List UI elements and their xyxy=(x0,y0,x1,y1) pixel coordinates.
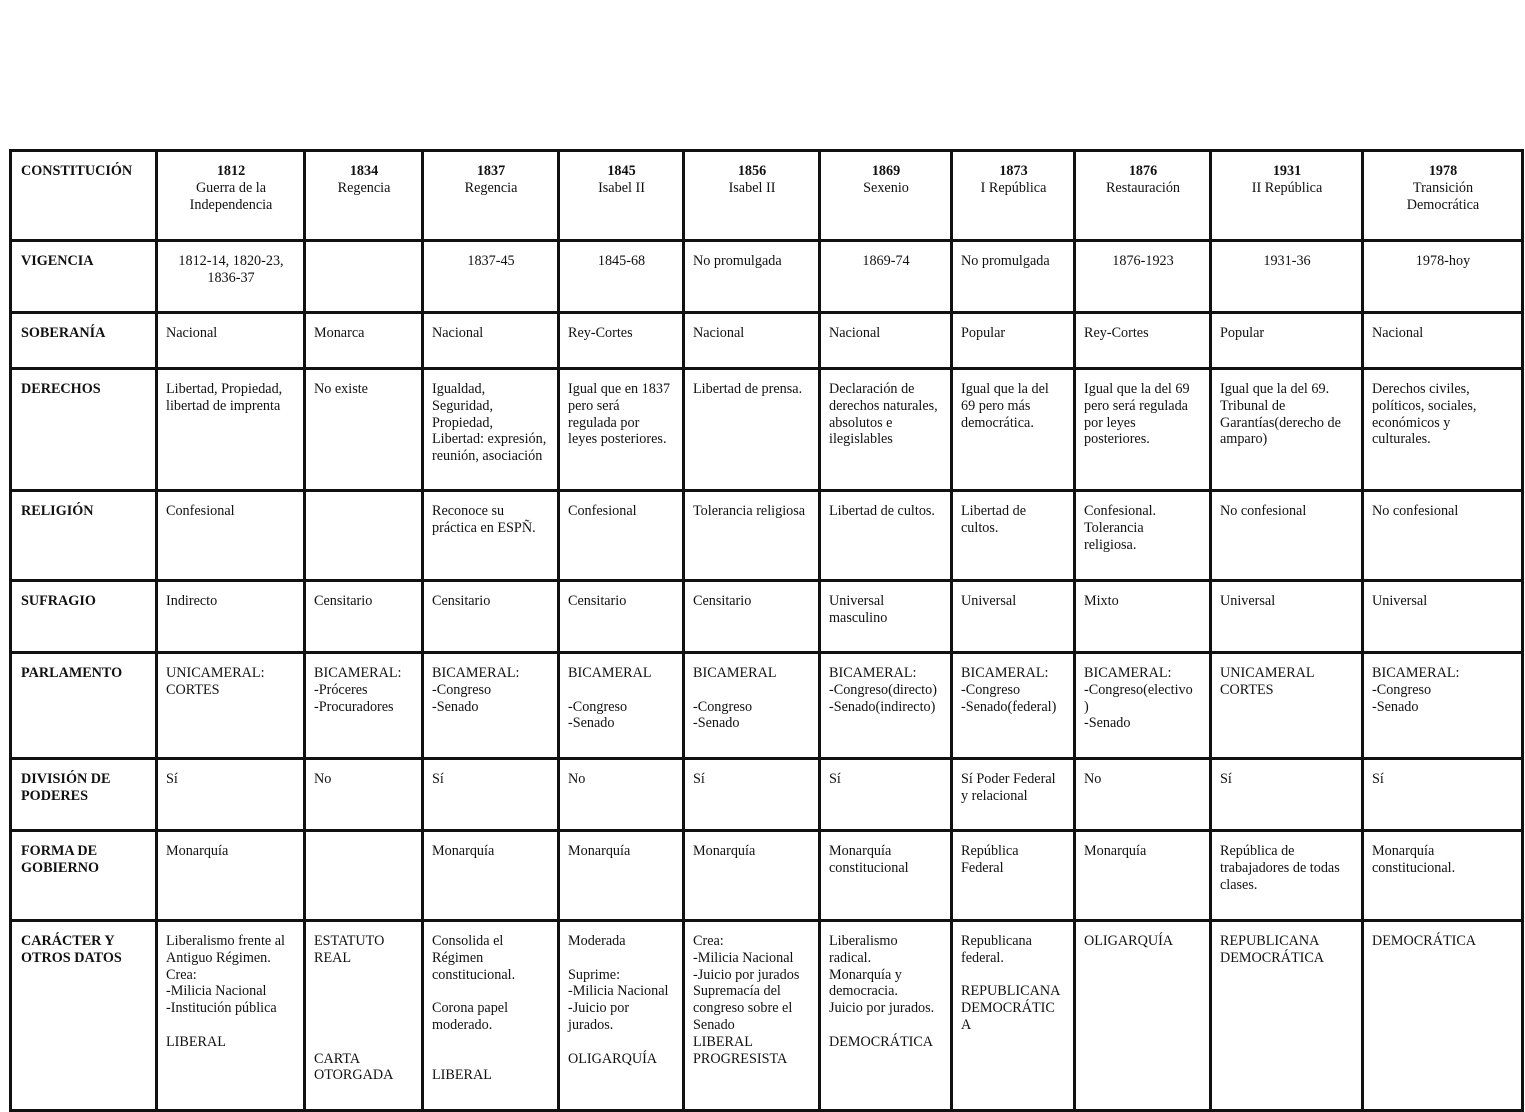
cell-caracter-1931: REPUBLICANA DEMOCRÁTICA xyxy=(1211,921,1363,1111)
cell-derechos-1931: Igual que la del 69. Tribunal de Garantías(derecho de amparo) xyxy=(1211,369,1363,491)
cell-forma-1837: Monarquía xyxy=(423,831,559,921)
cell-religion-1978: No confesional xyxy=(1363,491,1523,581)
row-division-de-poderes xyxy=(11,759,1523,831)
header-cell-1845 xyxy=(559,151,684,241)
year-label: 1931 xyxy=(1272,163,1302,179)
row-label-division-de-poderes: DIVISIÓN DE PODERES xyxy=(11,759,157,831)
cell-forma-1931: República de trabajadores de todas clases. xyxy=(1211,831,1363,921)
row-label-forma-de-gobierno: FORMA DE GOBIERNO xyxy=(11,831,157,921)
header-cell-1978 xyxy=(1363,151,1523,241)
row-religion xyxy=(11,491,1523,581)
cell-derechos-1869: Declaración de derechos naturales, absolutos e ilegislables xyxy=(820,369,952,491)
period-label: II República xyxy=(1251,179,1323,196)
row-caracter-y-otros-datos xyxy=(11,921,1523,1111)
cell-vigencia-1834 xyxy=(305,241,423,313)
cell-derechos-1856: Libertad de prensa. xyxy=(684,369,820,491)
cell-division-1837: Sí xyxy=(423,759,559,831)
period-label: Isabel II xyxy=(728,179,776,196)
cell-vigencia-1837: 1837-45 xyxy=(423,241,559,313)
cell-sufragio-1834: Censitario xyxy=(305,581,423,653)
cell-soberania-1812: Nacional xyxy=(157,313,305,369)
cell-religion-1837: Reconoce su práctica en ESPÑ. xyxy=(423,491,559,581)
cell-vigencia-1978: 1978-hoy xyxy=(1363,241,1523,313)
row-derechos xyxy=(11,369,1523,491)
row-soberania xyxy=(11,313,1523,369)
cell-parlamento-1876: BICAMERAL: -Congreso(electivo ) -Senado xyxy=(1075,653,1211,759)
cell-parlamento-1873: BICAMERAL: -Congreso -Senado(federal) xyxy=(952,653,1075,759)
cell-sufragio-1856: Censitario xyxy=(684,581,820,653)
row-vigencia xyxy=(11,241,1523,313)
year-label: 1812 xyxy=(216,163,246,179)
header-cell-1837 xyxy=(423,151,559,241)
row-sufragio xyxy=(11,581,1523,653)
year-label: 1873 xyxy=(999,163,1028,179)
cell-parlamento-1931: UNICAMERAL CORTES xyxy=(1211,653,1363,759)
cell-caracter-1873: Republicana federal. REPUBLICANA DEMOCRÁTIC A xyxy=(952,921,1075,1111)
header-cell-1873 xyxy=(952,151,1075,241)
cell-forma-1812: Monarquía xyxy=(157,831,305,921)
cell-derechos-1837: Igualdad, Seguridad, Propiedad, Libertad: expresión, reunión, asociación xyxy=(423,369,559,491)
cell-sufragio-1873: Universal xyxy=(952,581,1075,653)
header-cell-1812 xyxy=(157,151,305,241)
cell-derechos-1812: Libertad, Propiedad, libertad de imprenta xyxy=(157,369,305,491)
period-label: Regencia xyxy=(337,179,391,196)
cell-soberania-1931: Popular xyxy=(1211,313,1363,369)
row-label-soberania: SOBERANÍA xyxy=(11,313,157,369)
header-row xyxy=(11,151,1523,241)
cell-vigencia-1812: 1812-14, 1820-23, 1836-37 xyxy=(157,241,305,313)
year-label: 1978 xyxy=(1428,163,1458,179)
cell-vigencia-1845: 1845-68 xyxy=(559,241,684,313)
cell-caracter-1834: ESTATUTO REAL CARTA OTORGADA xyxy=(305,921,423,1111)
row-label-caracter: CARÁCTER Y OTROS DATOS xyxy=(11,921,157,1111)
cell-vigencia-1876: 1876-1923 xyxy=(1075,241,1211,313)
cell-division-1812: Sí xyxy=(157,759,305,831)
cell-religion-1856: Tolerancia religiosa xyxy=(684,491,820,581)
cell-caracter-1812: Liberalismo frente al Antiguo Régimen. Crea: -Milicia Nacional -Institución pública LIBERAL xyxy=(157,921,305,1111)
cell-soberania-1834: Monarca xyxy=(305,313,423,369)
row-label-vigencia: VIGENCIA xyxy=(11,241,157,313)
cell-forma-1845: Monarquía xyxy=(559,831,684,921)
header-cell-1876 xyxy=(1075,151,1211,241)
cell-forma-1869: Monarquía constitucional xyxy=(820,831,952,921)
cell-sufragio-1845: Censitario xyxy=(559,581,684,653)
cell-caracter-1978: DEMOCRÁTICA xyxy=(1363,921,1523,1111)
cell-derechos-1834: No existe xyxy=(305,369,423,491)
cell-sufragio-1876: Mixto xyxy=(1075,581,1211,653)
cell-forma-1873: República Federal xyxy=(952,831,1075,921)
cell-parlamento-1834: BICAMERAL: -Próceres -Procuradores xyxy=(305,653,423,759)
cell-soberania-1876: Rey-Cortes xyxy=(1075,313,1211,369)
cell-soberania-1978: Nacional xyxy=(1363,313,1523,369)
cell-caracter-1856: Crea: -Milicia Nacional -Juicio por jurados Supremacía del congreso sobre el Senado LIBERAL PROGRESISTA xyxy=(684,921,820,1111)
year-label: 1845 xyxy=(607,163,636,179)
cell-religion-1931: No confesional xyxy=(1211,491,1363,581)
cell-sufragio-1837: Censitario xyxy=(423,581,559,653)
row-forma-de-gobierno xyxy=(11,831,1523,921)
cell-parlamento-1856: BICAMERAL -Congreso -Senado xyxy=(684,653,820,759)
period-label: I República xyxy=(980,179,1047,196)
cell-forma-1876: Monarquía xyxy=(1075,831,1211,921)
header-cell-1869 xyxy=(820,151,952,241)
cell-derechos-1876: Igual que la del 69 pero será regulada por leyes posteriores. xyxy=(1075,369,1211,491)
cell-religion-1834 xyxy=(305,491,423,581)
row-parlamento xyxy=(11,653,1523,759)
cell-sufragio-1869: Universal masculino xyxy=(820,581,952,653)
cell-forma-1834 xyxy=(305,831,423,921)
period-label: Regencia xyxy=(464,179,518,196)
cell-division-1856: Sí xyxy=(684,759,820,831)
cell-derechos-1873: Igual que la del 69 pero más democrática. xyxy=(952,369,1075,491)
year-label: 1856 xyxy=(737,163,767,179)
header-label: CONSTITUCIÓN xyxy=(11,151,157,241)
header-cell-1931 xyxy=(1211,151,1363,241)
cell-vigencia-1931: 1931-36 xyxy=(1211,241,1363,313)
cell-caracter-1869: Liberalismo radical. Monarquía y democracia. Juicio por jurados. DEMOCRÁTICA xyxy=(820,921,952,1111)
cell-forma-1856: Monarquía xyxy=(684,831,820,921)
period-label: Sexenio xyxy=(863,179,909,196)
row-label-parlamento: PARLAMENTO xyxy=(11,653,157,759)
cell-derechos-1845: Igual que en 1837 pero será regulada por leyes posteriores. xyxy=(559,369,684,491)
period-label: Restauración xyxy=(1105,179,1181,196)
cell-soberania-1845: Rey-Cortes xyxy=(559,313,684,369)
cell-caracter-1837: Consolida el Régimen constitucional. Corona papel moderado. LIBERAL xyxy=(423,921,559,1111)
cell-parlamento-1812: UNICAMERAL: CORTES xyxy=(157,653,305,759)
cell-caracter-1876: OLIGARQUÍA xyxy=(1075,921,1211,1111)
cell-division-1873: Sí Poder Federal y relacional xyxy=(952,759,1075,831)
cell-parlamento-1845: BICAMERAL -Congreso -Senado xyxy=(559,653,684,759)
cell-division-1845: No xyxy=(559,759,684,831)
cell-division-1834: No xyxy=(305,759,423,831)
cell-vigencia-1869: 1869-74 xyxy=(820,241,952,313)
cell-caracter-1845: Moderada Suprime: -Milicia Nacional -Juicio por jurados. OLIGARQUÍA xyxy=(559,921,684,1111)
constitutions-table xyxy=(9,149,1524,1112)
cell-parlamento-1837: BICAMERAL: -Congreso -Senado xyxy=(423,653,559,759)
row-label-derechos: DERECHOS xyxy=(11,369,157,491)
cell-division-1876: No xyxy=(1075,759,1211,831)
period-label: Transición Democrática xyxy=(1406,179,1480,213)
cell-religion-1876: Confesional. Tolerancia religiosa. xyxy=(1075,491,1211,581)
cell-soberania-1873: Popular xyxy=(952,313,1075,369)
period-label: Guerra de la Independencia xyxy=(189,179,273,213)
cell-sufragio-1812: Indirecto xyxy=(157,581,305,653)
header-cell-1856 xyxy=(684,151,820,241)
cell-division-1869: Sí xyxy=(820,759,952,831)
year-label: 1837 xyxy=(476,163,506,179)
cell-religion-1812: Confesional xyxy=(157,491,305,581)
row-label-religion: RELIGIÓN xyxy=(11,491,157,581)
cell-vigencia-1856: No promulgada xyxy=(684,241,820,313)
cell-division-1978: Sí xyxy=(1363,759,1523,831)
year-label: 1869 xyxy=(871,163,901,179)
cell-soberania-1856: Nacional xyxy=(684,313,820,369)
period-label: Isabel II xyxy=(598,179,645,196)
cell-forma-1978: Monarquía constitucional. xyxy=(1363,831,1523,921)
cell-sufragio-1978: Universal xyxy=(1363,581,1523,653)
year-label: 1834 xyxy=(349,163,379,179)
cell-vigencia-1873: No promulgada xyxy=(952,241,1075,313)
cell-soberania-1869: Nacional xyxy=(820,313,952,369)
cell-parlamento-1978: BICAMERAL: -Congreso -Senado xyxy=(1363,653,1523,759)
cell-religion-1845: Confesional xyxy=(559,491,684,581)
cell-religion-1873: Libertad de cultos. xyxy=(952,491,1075,581)
row-label-sufragio: SUFRAGIO xyxy=(11,581,157,653)
cell-soberania-1837: Nacional xyxy=(423,313,559,369)
header-cell-1834 xyxy=(305,151,423,241)
cell-division-1931: Sí xyxy=(1211,759,1363,831)
cell-derechos-1978: Derechos civiles, políticos, sociales, económicos y culturales. xyxy=(1363,369,1523,491)
cell-religion-1869: Libertad de cultos. xyxy=(820,491,952,581)
cell-parlamento-1869: BICAMERAL: -Congreso(directo) -Senado(indirecto) xyxy=(820,653,952,759)
year-label: 1876 xyxy=(1128,163,1158,179)
cell-sufragio-1931: Universal xyxy=(1211,581,1363,653)
